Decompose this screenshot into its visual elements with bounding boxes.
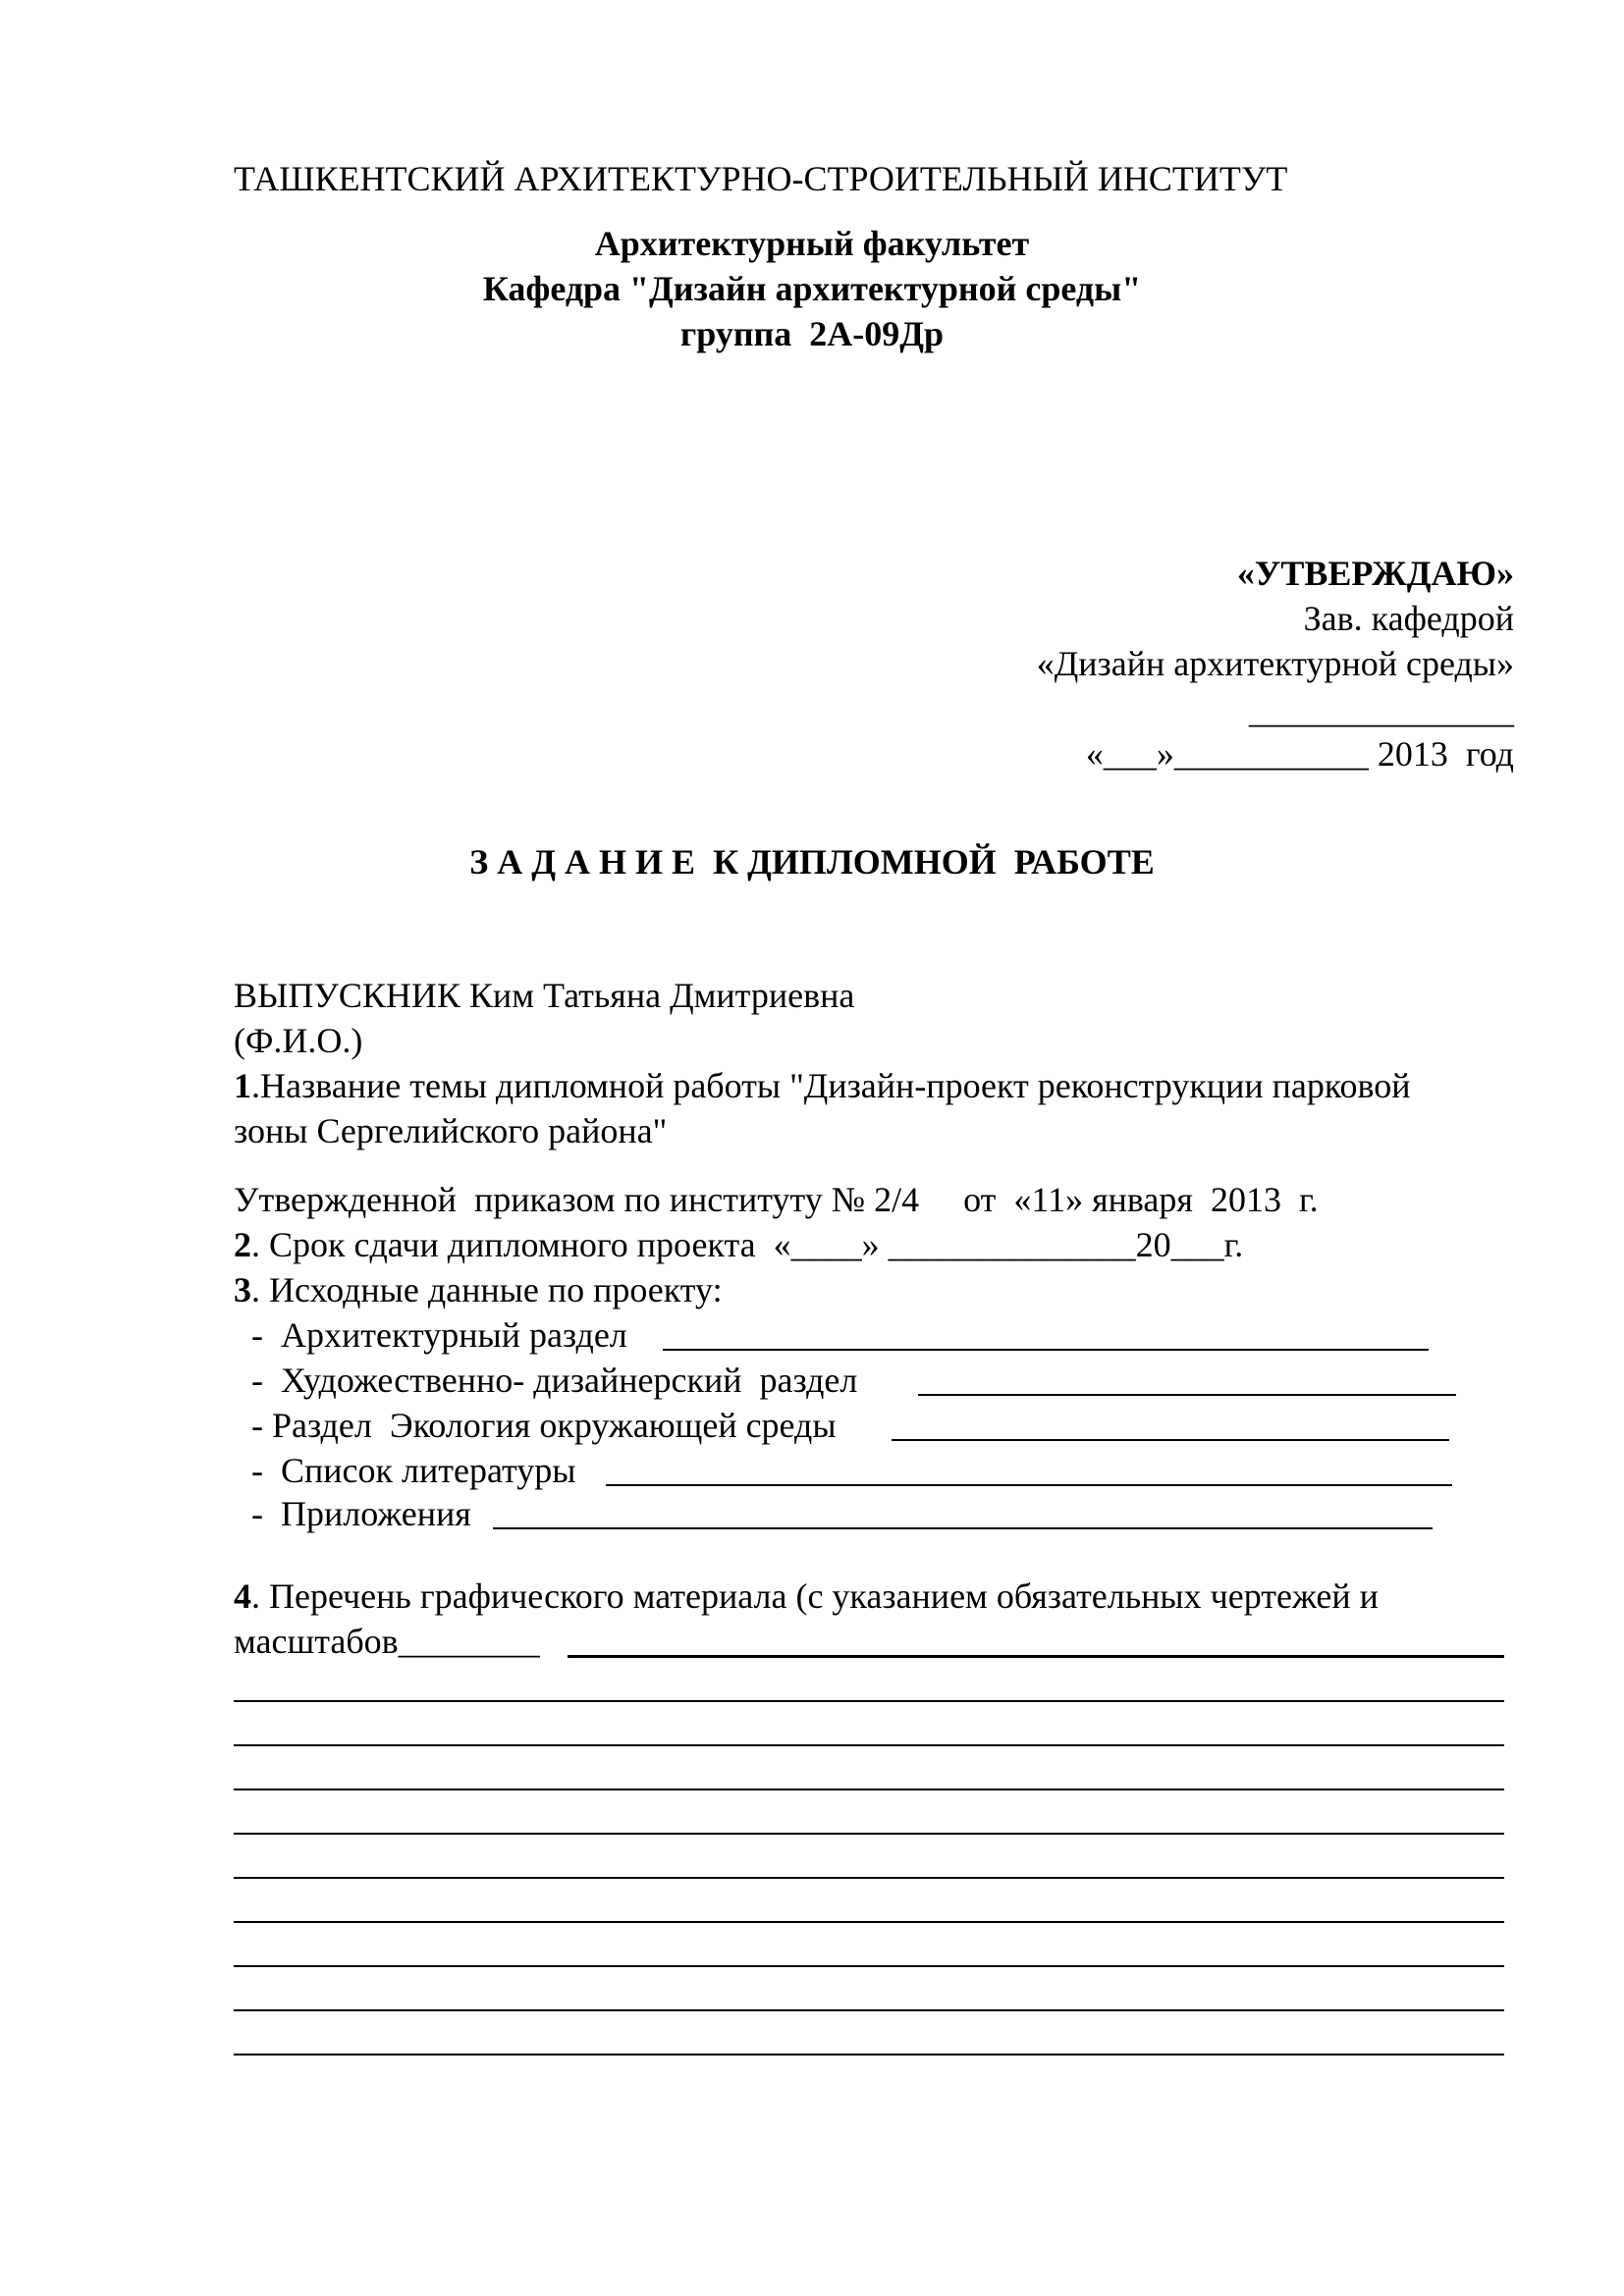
approved-by-order: Утвержденной приказом по институту № 2/4 от «11» января 2013 г. (234, 1180, 1319, 1219)
item-3-text: . Исходные данные по проекту: (251, 1270, 723, 1309)
institute-name: ТАШКЕНТСКИЙ АРХИТЕКТУРНО-СТРОИТЕЛЬНЫЙ ИНСТИТУТ (234, 159, 1288, 198)
subitem-architectural: - Архитектурный раздел (234, 1315, 627, 1355)
item-3-number: 3 (234, 1270, 251, 1309)
item-2-number: 2 (234, 1225, 251, 1264)
subitem-literature: - Список литературы (234, 1451, 576, 1490)
blank-fill-line (234, 1965, 1504, 1967)
item-4-number: 4 (234, 1576, 251, 1616)
blank-fill-line (234, 2054, 1504, 2056)
blank-fill-line (234, 1744, 1504, 1746)
item-2-text: . Срок сдачи дипломного проекта «____» ______________20___г. (251, 1225, 1244, 1264)
subitem-ecology: - Раздел Экология окружающей среды (234, 1406, 837, 1445)
blank-fill-line (234, 1789, 1504, 1790)
fio-caption: (Ф.И.О.) (234, 1021, 363, 1060)
graduate-line: ВЫПУСКНИК Ким Татьяна Дмитриевна (234, 976, 855, 1015)
fill-line-graphic-1 (568, 1655, 1504, 1658)
approval-date-line: «___»___________ 2013 год (1085, 734, 1514, 774)
fill-line-ecology (892, 1439, 1449, 1441)
approval-signature-line: _______________ (1249, 691, 1514, 730)
subitem-appendices: - Приложения (234, 1494, 471, 1533)
document-title: З А Д А Н И Е К ДИПЛОМНОЙ РАБОТЕ (469, 842, 1155, 881)
item-3-line (234, 1268, 723, 1311)
blank-fill-line (234, 1921, 1504, 1923)
fill-line-appendices (493, 1527, 1433, 1529)
group-name: группа 2А-09Др (679, 314, 945, 353)
item-1-text: .Название темы дипломной работы "Дизайн-проект реконструкции парковой (251, 1066, 1411, 1105)
item-1-line-2: зоны Сергелийского района" (234, 1111, 668, 1150)
fill-line-literature (606, 1484, 1452, 1486)
item-1-line-1 (234, 1064, 1411, 1107)
blank-fill-line (234, 1877, 1504, 1879)
approval-department: «Дизайн архитектурной среды» (1036, 644, 1514, 683)
approval-title: «УТВЕРЖДАЮ» (1236, 554, 1514, 593)
fill-line-art-design (918, 1394, 1456, 1396)
item-4-line-2: масштабов________ (234, 1622, 540, 1661)
item-2-line (234, 1223, 1243, 1266)
item-4-text: . Перечень графического материала (с указанием обязательных чертежей и (251, 1576, 1379, 1616)
fill-line-architectural (663, 1349, 1429, 1351)
item-1-number: 1 (234, 1066, 251, 1105)
item-4-line-1 (234, 1575, 1379, 1618)
blank-fill-line (234, 1700, 1504, 1702)
approval-position: Зав. кафедрой (1303, 599, 1514, 638)
subitem-art-design: - Художественно- дизайнерский раздел (234, 1361, 858, 1400)
blank-fill-line (234, 1833, 1504, 1835)
department-name: Кафедра "Дизайн архитектурной среды" (482, 269, 1142, 308)
blank-fill-line (234, 2009, 1504, 2011)
faculty-name: Архитектурный факультет (594, 224, 1030, 263)
